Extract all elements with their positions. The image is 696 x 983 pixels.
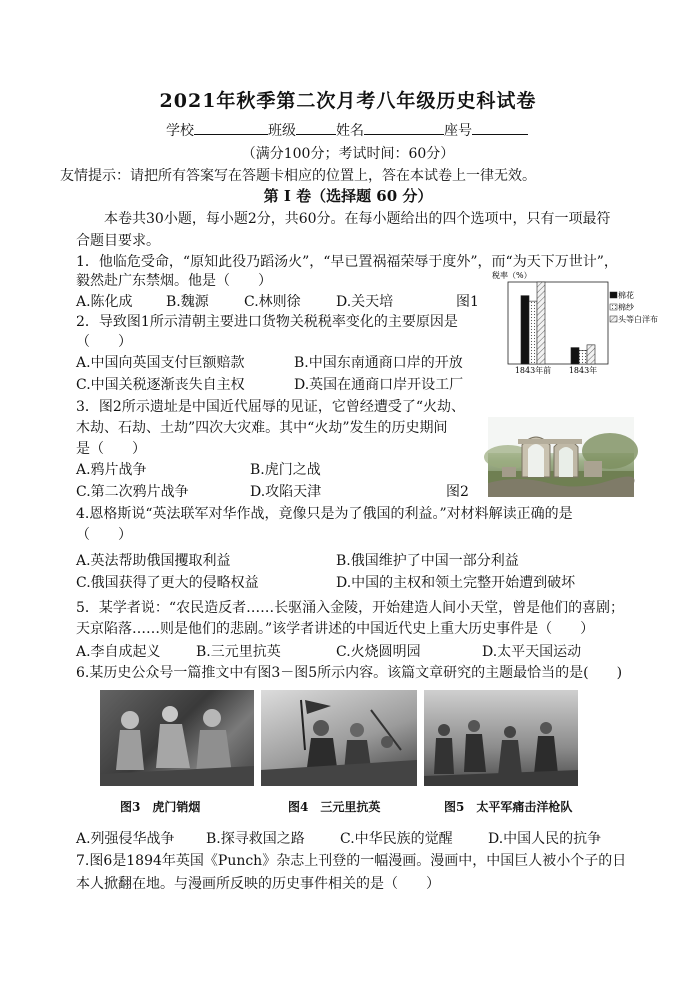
q4-option-d[interactable]: D.中国的主权和领土完整开始遭到破坏 bbox=[336, 575, 576, 591]
q1-stem-line1: 1．他临危受命，“原知此役乃蹈汤火”，“早已置祸福荣辱于度外”，而“为天下万世计”， bbox=[76, 254, 618, 270]
figure3-caption: 图3 虎门销烟 bbox=[120, 800, 201, 814]
q3-option-a[interactable]: A.鸦片战争 bbox=[76, 462, 147, 478]
exam-title: 2021年秋季第二次月考八年级历史科试卷 bbox=[159, 90, 537, 112]
legend-swatch bbox=[610, 304, 617, 310]
q4-stem-line2: （ ） bbox=[76, 527, 132, 543]
bar-2-0 bbox=[537, 282, 545, 364]
q2-option-c[interactable]: C.中国关税逐渐丧失自主权 bbox=[76, 377, 245, 393]
figure1-label: 图1 bbox=[456, 294, 479, 310]
legend-swatch bbox=[610, 316, 617, 322]
x-tick-label: 1843年前 bbox=[514, 366, 552, 375]
legend-label: 棉花 bbox=[618, 291, 634, 300]
school-blank[interactable] bbox=[194, 122, 268, 135]
q1-option-c[interactable]: C.林则徐 bbox=[244, 294, 301, 310]
section-title: 第 I 卷（选择题 60 分） bbox=[263, 187, 433, 205]
q6-option-b[interactable]: B.探寻救国之路 bbox=[206, 831, 305, 847]
legend-label: 头等白洋布 bbox=[618, 315, 658, 324]
q5-stem-line1: 5．某学者说：“农民造反者……长驱涌入金陵，开始建造人间小天堂，曾是他们的喜剧； bbox=[76, 600, 625, 616]
q4-option-a[interactable]: A.英法帮助俄国攫取利益 bbox=[76, 553, 231, 569]
legend-label: 棉纱 bbox=[618, 303, 634, 312]
q1-stem-line2: 毅然赴广东禁烟。他是（ ） bbox=[76, 273, 272, 289]
figure4-caption: 图4 三元里抗英 bbox=[288, 800, 381, 814]
q2-option-a[interactable]: A.中国向英国支付巨额赔款 bbox=[76, 355, 245, 371]
figure5-image bbox=[424, 690, 578, 786]
bar-1-0 bbox=[529, 301, 537, 364]
reminder: 友情提示：请把所有答案写在答题卡相应的位置上，答在本试卷上一律无效。 bbox=[60, 168, 536, 184]
name-blank[interactable] bbox=[364, 122, 444, 135]
q1-option-a[interactable]: A.陈化成 bbox=[76, 294, 133, 310]
legend-swatch bbox=[610, 292, 617, 298]
q1-option-b[interactable]: B.魏源 bbox=[166, 294, 209, 310]
q3-stem-line2: 木劫、石劫、土劫”四次大灾难。其中“火劫”发生的历史期间 bbox=[76, 420, 448, 436]
chart-ylabel: 税率（%） bbox=[492, 271, 532, 280]
instructions-line1: 本卷共30小题，每小题2分，共60分。在每小题给出的四个选项中，只有一项最符 bbox=[104, 211, 611, 227]
q7-stem-line1: 7.图6是1894年英国《Punch》杂志上刊登的一幅漫画。漫画中，中国巨人被小个子的日 bbox=[76, 853, 627, 869]
taiping-image bbox=[424, 690, 578, 786]
q2-option-d[interactable]: D.英国在通商口岸开设工厂 bbox=[294, 377, 464, 393]
q5-stem-line2: 天京陷落……则是他们的悲剧。”该学者讲述的中国近代史上重大历史事件是（ ） bbox=[76, 621, 595, 637]
q3-option-d[interactable]: D.攻陷天津 bbox=[250, 484, 322, 500]
q7-stem-line2: 本人掀翻在地。与漫画所反映的历史事件相关的是（ ） bbox=[76, 876, 440, 892]
instructions-line2: 合题目要求。 bbox=[76, 233, 160, 249]
q3-stem-line1: 3．图2所示遗址是中国近代屈辱的见证，它曾经遭受了“火劫、 bbox=[76, 399, 465, 415]
q6-option-d[interactable]: D.中国人民的抗争 bbox=[488, 831, 602, 847]
q6-stem-line1: 6.某历史公众号一篇推文中有图3－图5所示内容。该篇文章研究的主题最恰当的是( ) bbox=[76, 665, 623, 681]
class-blank[interactable] bbox=[296, 122, 336, 135]
q1-option-d[interactable]: D.关天培 bbox=[336, 294, 394, 310]
q2-option-b[interactable]: B.中国东南通商口岸的开放 bbox=[294, 355, 463, 371]
q4-option-b[interactable]: B.俄国维护了中国一部分利益 bbox=[336, 553, 519, 569]
figure2-label: 图2 bbox=[446, 484, 469, 500]
q2-stem-line1: 2．导致图1所示清朝主要进口货物关税税率变化的主要原因是 bbox=[76, 314, 458, 330]
q6-option-c[interactable]: C.中华民族的觉醒 bbox=[340, 831, 453, 847]
name-label: 姓名 bbox=[336, 123, 364, 139]
student-info-line bbox=[166, 120, 528, 140]
seat-label: 座号 bbox=[444, 123, 472, 139]
q4-stem-line1: 4.恩格斯说“英法联军对华作战，竟像只是为了俄国的利益。”对材料解读正确的是 bbox=[76, 506, 573, 522]
bar-0-1 bbox=[571, 348, 579, 364]
figure3-image bbox=[100, 690, 254, 786]
tariff-bar-chart bbox=[488, 268, 658, 376]
q5-option-a[interactable]: A.李自成起义 bbox=[76, 644, 161, 660]
score-time: （满分100分；考试时间：60分） bbox=[241, 146, 455, 162]
q6-option-a[interactable]: A.列强侵华战争 bbox=[76, 831, 175, 847]
figure4-image bbox=[261, 690, 417, 786]
figure1-chart bbox=[488, 268, 658, 376]
q3-stem-line3: 是（ ） bbox=[76, 441, 146, 457]
class-label: 班级 bbox=[268, 123, 296, 139]
seat-blank[interactable] bbox=[472, 122, 528, 135]
q2-stem-line2: （ ） bbox=[76, 334, 132, 350]
x-tick-label: 1843年 bbox=[568, 366, 598, 375]
q5-option-b[interactable]: B.三元里抗英 bbox=[196, 644, 281, 660]
q5-option-c[interactable]: C.火烧圆明园 bbox=[336, 644, 421, 660]
ruins-photo bbox=[488, 417, 634, 497]
school-label: 学校 bbox=[166, 123, 194, 139]
bar-2-1 bbox=[587, 345, 595, 364]
q3-option-b[interactable]: B.虎门之战 bbox=[250, 462, 321, 478]
bar-1-1 bbox=[579, 350, 587, 364]
q4-option-c[interactable]: C.俄国获得了更大的侵略权益 bbox=[76, 575, 259, 591]
figure2-photo bbox=[488, 417, 634, 497]
q3-option-c[interactable]: C.第二次鸦片战争 bbox=[76, 484, 189, 500]
bar-0-0 bbox=[521, 296, 529, 364]
q5-option-d[interactable]: D.太平天国运动 bbox=[482, 644, 582, 660]
figure5-caption: 图5 太平军痛击洋枪队 bbox=[444, 800, 573, 814]
sanyuanli-image bbox=[261, 690, 417, 786]
humen-relief-image bbox=[100, 690, 254, 786]
